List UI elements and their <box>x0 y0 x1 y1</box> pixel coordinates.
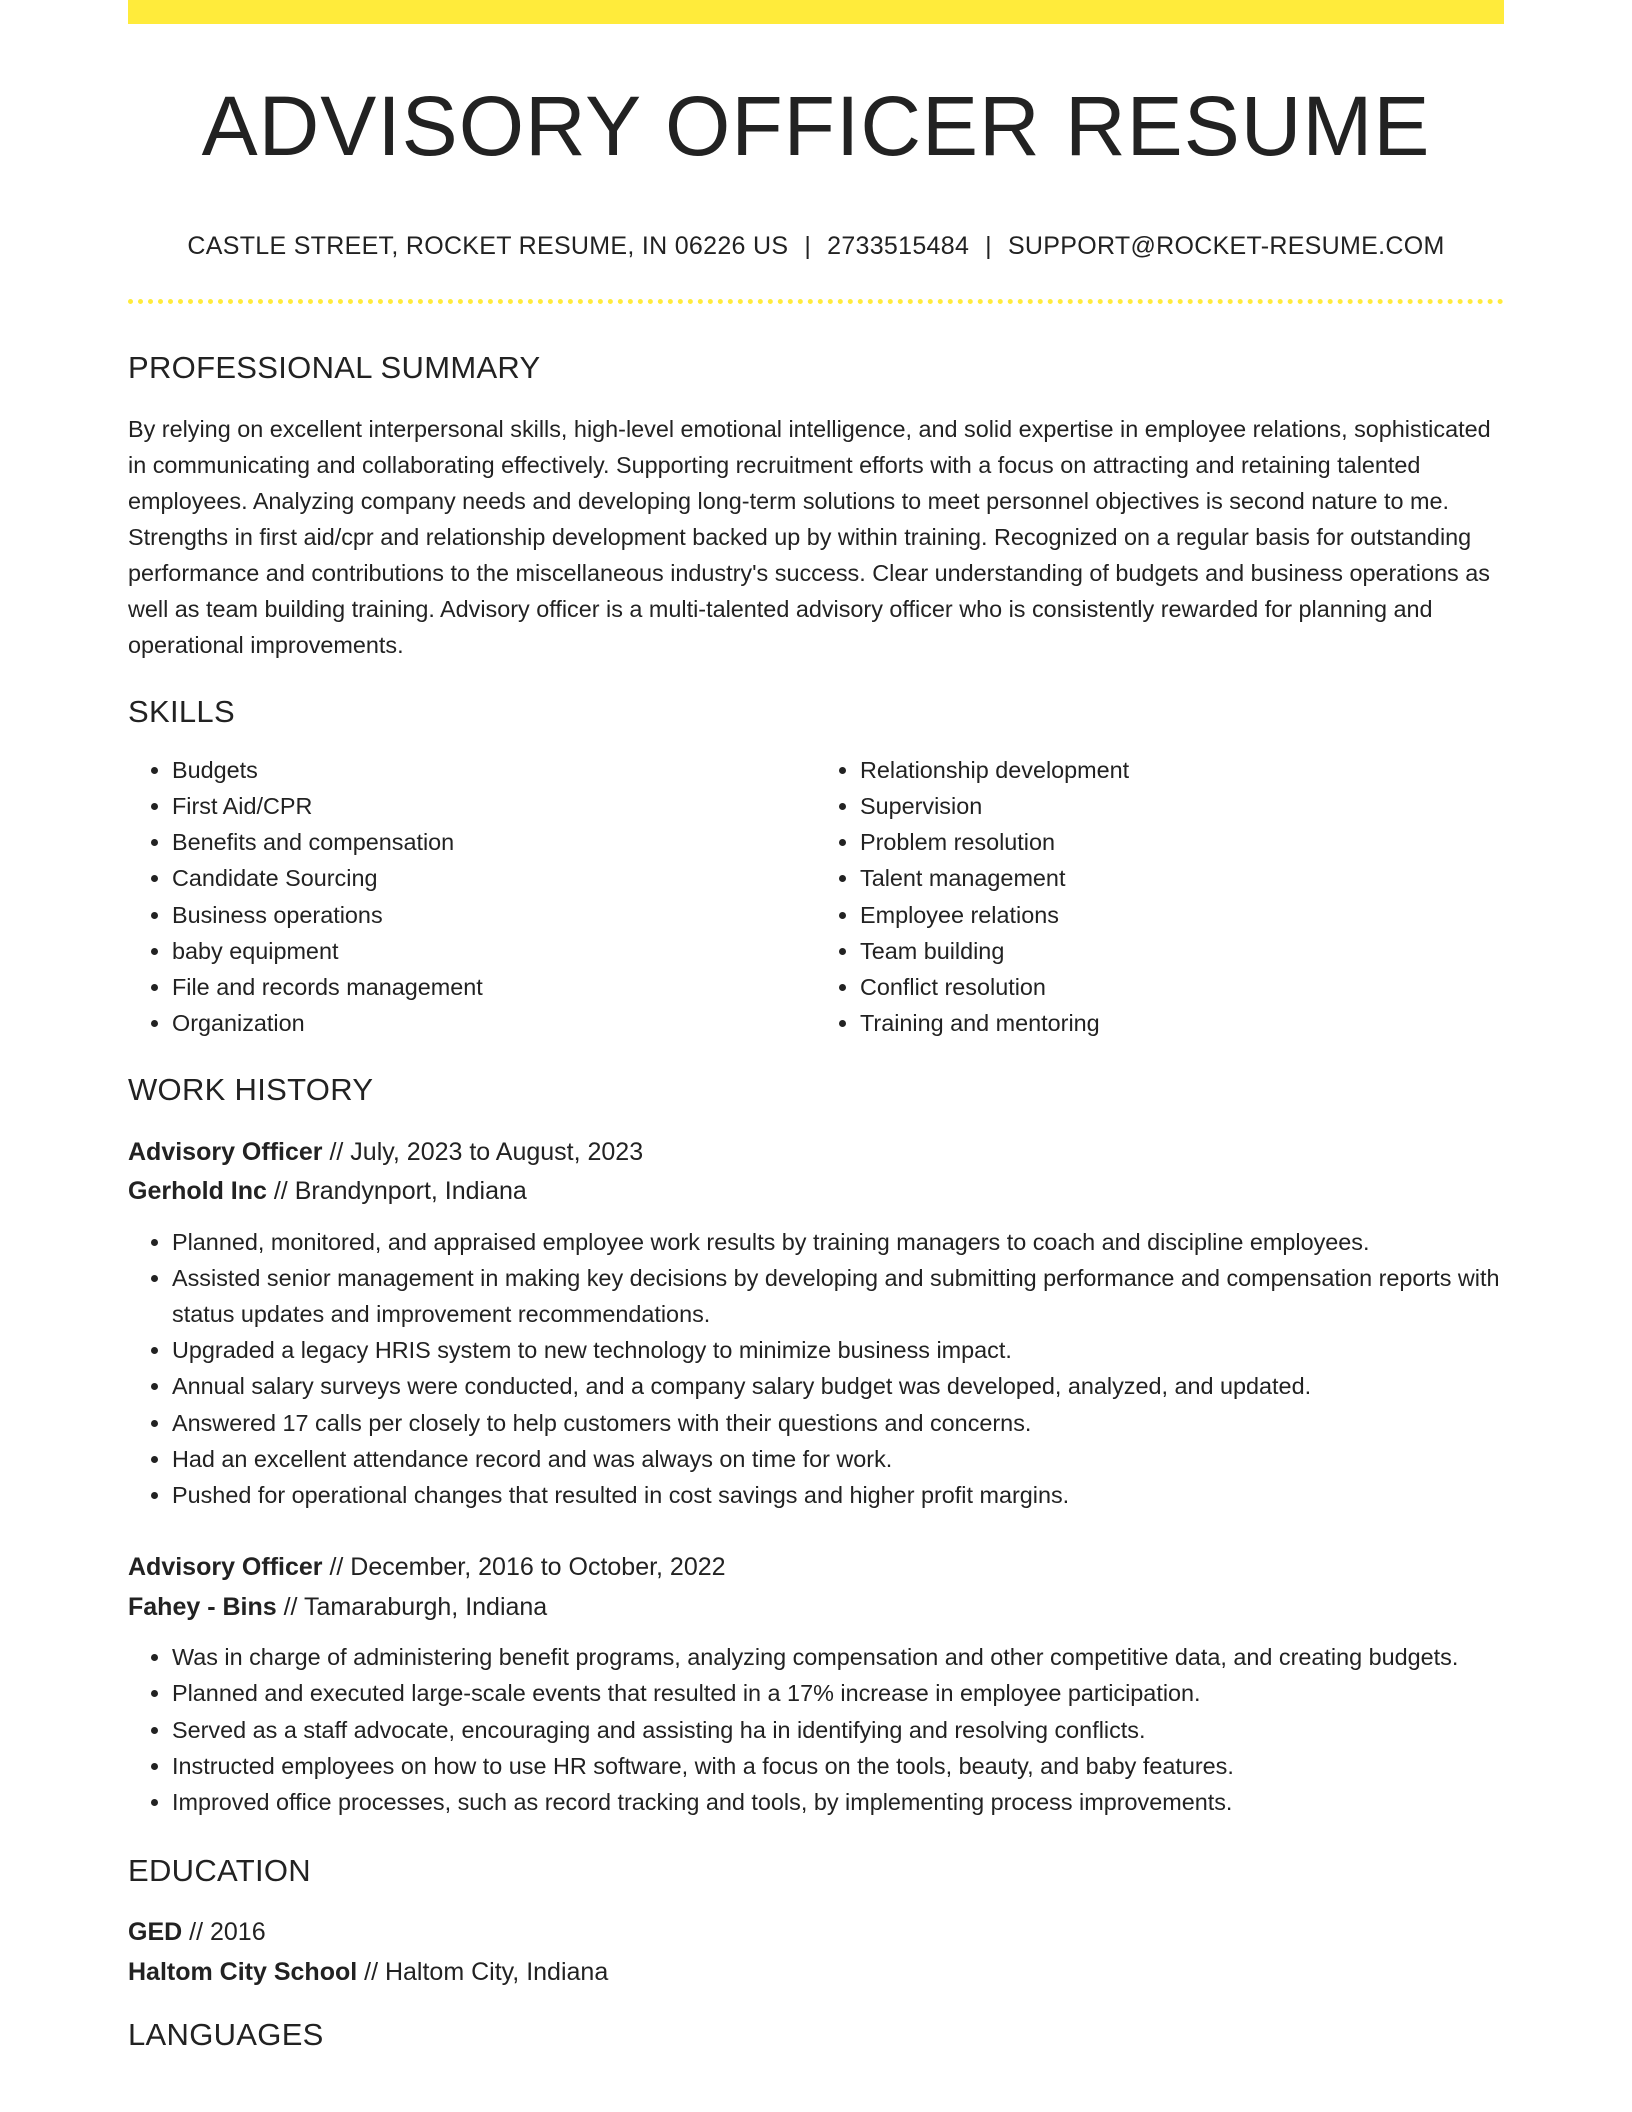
education-school-line <box>128 1953 1504 1993</box>
job-dates: // July, 2023 to August, 2023 <box>329 1137 644 1166</box>
skill-item: • Relationship development <box>860 752 1504 788</box>
skill-item: • Conflict resolution <box>860 969 1504 1005</box>
contact-phone: 2733515484 <box>827 232 970 261</box>
skill-item: • baby equipment <box>172 933 816 969</box>
education-entry <box>128 1913 1504 1992</box>
skill-item: • Business operations <box>172 897 816 933</box>
job-bullets <box>128 1639 1504 1820</box>
job-bullet: • Planned and executed large-scale events that resulted in a 17% increase in employee participation. <box>172 1675 1504 1711</box>
contact-separator: | <box>804 232 812 261</box>
summary-heading: PROFESSIONAL SUMMARY <box>128 350 541 386</box>
job-role: Advisory Officer <box>128 1137 323 1166</box>
contact-email[interactable]: SUPPORT@ROCKET-RESUME.COM <box>1007 232 1445 261</box>
skill-item: • Supervision <box>860 788 1504 824</box>
languages-heading: LANGUAGES <box>128 2017 324 2053</box>
job-entry <box>128 1133 1504 1514</box>
skills-column-right <box>816 752 1504 1042</box>
work-history-heading: WORK HISTORY <box>128 1072 374 1108</box>
resume-page <box>128 0 1504 2054</box>
contact-line <box>128 232 1504 261</box>
job-bullet: • Served as a staff advocate, encouraging and assisting ha in identifying and resolving conflicts. <box>172 1712 1504 1748</box>
education-degree: GED <box>128 1918 183 1947</box>
summary-text: By relying on excellent interpersonal skills, high-level emotional intelligence, and solid expertise in employee relations, sophisticated in communicating and collaborating effectively. Supporting recruitment efforts with a focus on attracting and retaining talented employees. Analyzing company needs and developing long-term solutions to meet personnel objectives is second nature to me. Strengths in first aid/cpr and relationship development backed up by within training. Recognized on a regular basis for outstanding performance and contributions to the miscellaneous industry's success. Clear understanding of budgets and business operations as well as team building training. Advisory officer is a multi-talented advisory officer who is consistently rewarded for planning and operational improvements. <box>128 415 1491 658</box>
education-heading: EDUCATION <box>128 1853 311 1889</box>
skills-list <box>128 752 1504 1042</box>
job-entry <box>128 1548 1504 1820</box>
job-bullet: • Upgraded a legacy HRIS system to new technology to minimize business impact. <box>172 1332 1504 1368</box>
job-bullet: • Annual salary surveys were conducted, and a company salary budget was developed, analyzed, and updated. <box>172 1368 1504 1404</box>
skill-item: • First Aid/CPR <box>172 788 816 824</box>
job-company-line <box>128 1172 1504 1212</box>
skill-item: • Talent management <box>860 860 1504 896</box>
education-degree-line <box>128 1913 1504 1953</box>
job-bullet: • Assisted senior management in making key decisions by developing and submitting performance and compensation reports with status updates and improvement recommendations. <box>172 1260 1504 1332</box>
dotted-divider <box>128 299 1504 304</box>
job-location: // Brandynport, Indiana <box>273 1177 527 1206</box>
education-school: Haltom City School <box>128 1957 358 1986</box>
job-role-line <box>128 1548 1504 1588</box>
skill-item: • Problem resolution <box>860 824 1504 860</box>
job-dates: // December, 2016 to October, 2022 <box>329 1553 726 1582</box>
job-location: // Tamaraburgh, Indiana <box>283 1592 548 1621</box>
skill-item: • Budgets <box>172 752 816 788</box>
skill-item: • Training and mentoring <box>860 1005 1504 1041</box>
job-role: Advisory Officer <box>128 1553 323 1582</box>
skill-item: • Organization <box>172 1005 816 1041</box>
skill-item: • File and records management <box>172 969 816 1005</box>
contact-separator: | <box>985 232 992 261</box>
skills-heading: SKILLS <box>128 693 235 729</box>
job-bullet: • Pushed for operational changes that resulted in cost savings and higher profit margins. <box>172 1477 1504 1513</box>
job-bullet: • Answered 17 calls per closely to help customers with their questions and concerns. <box>172 1405 1504 1441</box>
job-bullet: • Planned, monitored, and appraised employee work results by training managers to coach and discipline employees. <box>172 1224 1504 1260</box>
job-company-line <box>128 1588 1504 1628</box>
job-company: Gerhold Inc <box>128 1177 267 1206</box>
job-bullets <box>128 1224 1504 1514</box>
contact-address: CASTLE STREET, ROCKET RESUME, IN 06226 US <box>187 232 789 261</box>
job-bullet: • Improved office processes, such as record tracking and tools, by implementing process improvements. <box>172 1784 1504 1820</box>
job-bullet: • Was in charge of administering benefit programs, analyzing compensation and other competitive data, and creating budgets. <box>172 1639 1504 1675</box>
skill-item: • Employee relations <box>860 897 1504 933</box>
skill-item: • Team building <box>860 933 1504 969</box>
skill-item: • Candidate Sourcing <box>172 860 816 896</box>
resume-title: ADVISORY OFFICER RESUME <box>201 79 1431 173</box>
job-bullet: • Instructed employees on how to use HR software, with a focus on the tools, beauty, and baby features. <box>172 1748 1504 1784</box>
accent-top-bar <box>128 0 1504 24</box>
skills-column-left <box>128 752 816 1042</box>
job-bullet: • Had an excellent attendance record and was always on time for work. <box>172 1441 1504 1477</box>
education-location: // Haltom City, Indiana <box>364 1957 609 1986</box>
education-year: // 2016 <box>189 1918 266 1947</box>
job-role-line <box>128 1133 1504 1173</box>
skill-item: • Benefits and compensation <box>172 824 816 860</box>
job-company: Fahey - Bins <box>128 1592 277 1621</box>
